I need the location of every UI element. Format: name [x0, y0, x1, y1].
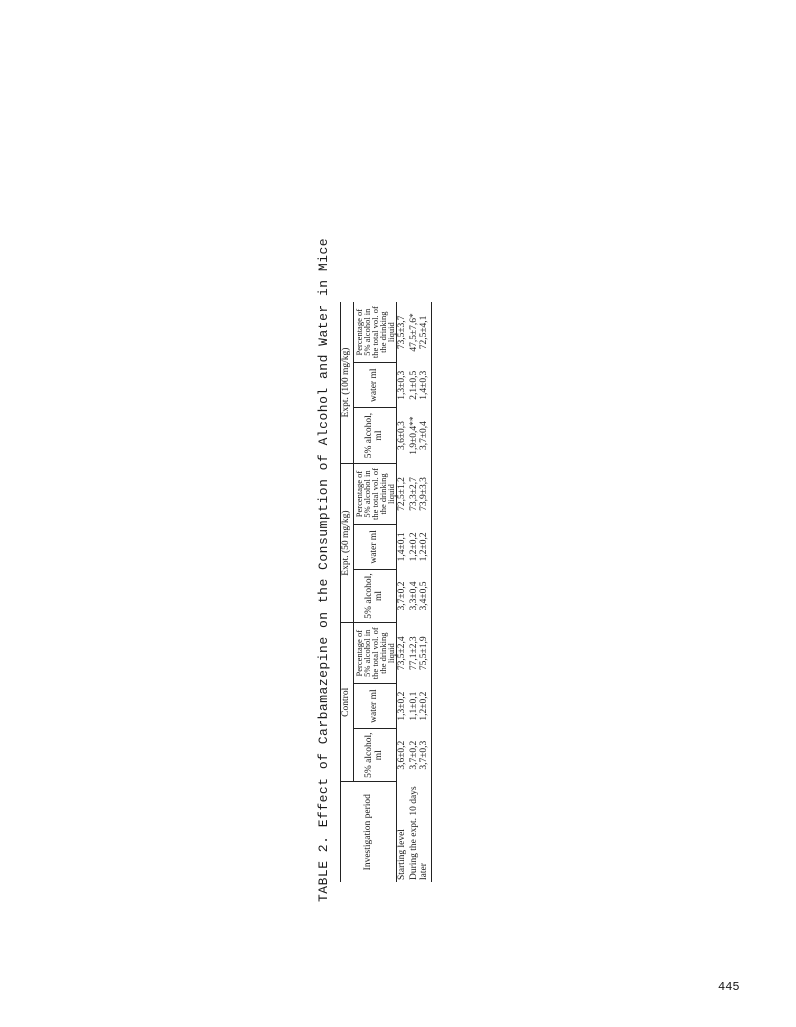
header-water: water ml [353, 525, 396, 570]
header-percentage: Percentage of 5% alcohol in the total vol. of the drinking liquid [353, 623, 396, 684]
row-label: Starting level [397, 829, 408, 880]
header-alcohol: 5% alcohol, ml [353, 728, 396, 781]
table-cell: 72,5±1,2 [397, 477, 408, 511]
table-cell: 1,2±0,2 1,2±0,2 [409, 525, 431, 570]
table-cell: 77,1±2,3 75,5±1,9 [409, 623, 431, 684]
table-cell: 1,4±0,1 [397, 532, 408, 562]
table-cell: 3,7±0,2 3,7±0,3 [409, 728, 431, 781]
header-percentage: Percentage of 5% alcohol in the total vol. of the drinking liquid [353, 463, 396, 524]
table-cell: 2,1±0,5 1,4±0,3 [409, 363, 431, 408]
group-expt50: Expt. (50 mg/kg) [341, 463, 354, 622]
table-cell: 73,5±3,7 [397, 315, 408, 350]
table-cell: 73,5±2,4 [397, 636, 408, 671]
header-alcohol: 5% alcohol, ml [353, 408, 396, 464]
table-row [397, 302, 409, 882]
table-cell: 1,3±0,2 [397, 691, 408, 721]
table-cell: 3,3±0,4 3,4±0,5 [409, 569, 431, 622]
table-row [409, 302, 431, 882]
table-cell: 3,6±0,3 [397, 421, 408, 451]
group-expt100: Expt. (100 mg/kg) [341, 302, 354, 463]
header-percentage: Percentage of 5% alcohol in the total vol. of the drinking liquid [353, 302, 396, 363]
table-cell: 47,5±7,6* 72,5±4,1 [409, 302, 431, 363]
row-label: During the expt. 10 days later [409, 782, 431, 882]
header-period: Investigation period [341, 782, 397, 882]
table-cell: 73,3±2,7 73,9±3,3 [409, 463, 431, 524]
table-cell: 3,6±0,2 [397, 740, 408, 770]
data-table [340, 302, 432, 882]
table-cell: 1,9±0,4** 3,7±0,4 [409, 408, 431, 464]
page-number: 445 [718, 980, 740, 994]
table-cell: 3,7±0,2 [397, 581, 408, 611]
header-alcohol: 5% alcohol, ml [353, 569, 396, 622]
table-cell: 1,1±0,1 1,2±0,2 [409, 684, 431, 729]
header-water: water ml [353, 363, 396, 408]
header-water: water ml [353, 684, 396, 729]
group-control: Control [341, 623, 354, 782]
table-caption: TABLE 2. Effect of Carbamazepine on the Consumption of Alcohol and Water in Mice [316, 237, 331, 902]
table-cell: 1,3±0,3 [397, 370, 408, 400]
rotated-table-block [316, 237, 430, 902]
